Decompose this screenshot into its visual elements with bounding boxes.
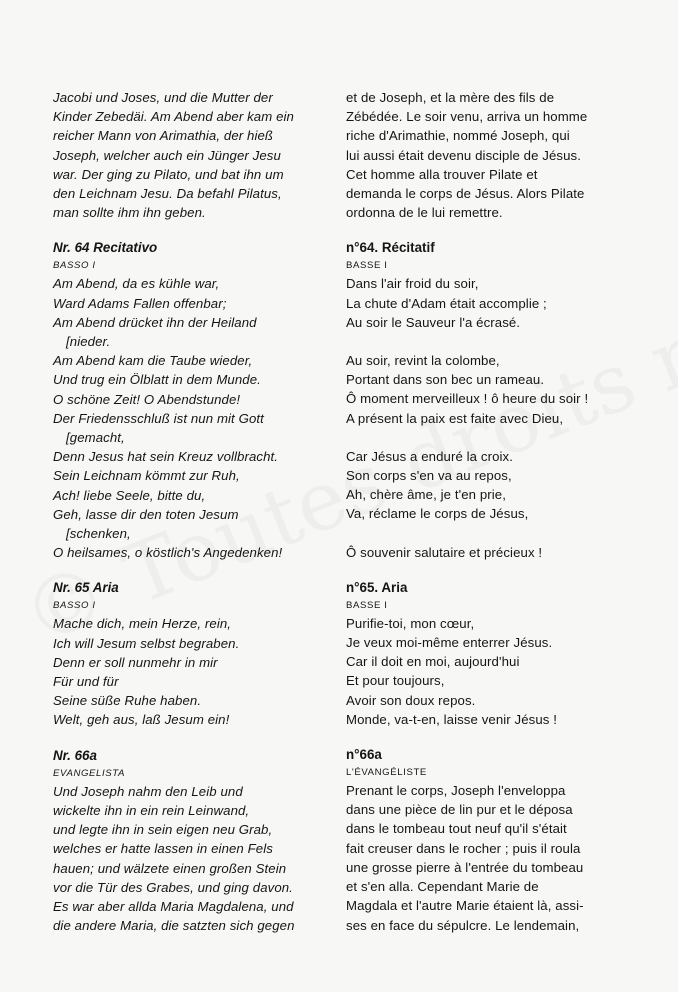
text-line: Mache dich, mein Herze, rein, — [53, 616, 232, 632]
text-line: ses en face du sépulcre. Le lendemain, — [346, 917, 580, 933]
movement-section — [53, 222, 335, 562]
movement-heading: Nr. 64 Recitativo — [53, 240, 158, 256]
text-line: Ach! liebe Seele, bitte du, — [53, 487, 206, 503]
voice-label: BASSE I — [346, 599, 388, 611]
voice-label: BASSO I — [53, 260, 96, 272]
voice-label: BASSE I — [346, 260, 388, 272]
voice-label: L'ÉVANGÉLISTE — [346, 767, 427, 779]
text-line: Prenant le corps, Joseph l'enveloppa — [346, 783, 566, 799]
text-line: Und trug ein Ölblatt in dem Munde. — [53, 372, 261, 388]
text-line: man sollte ihm ihn geben. — [53, 205, 206, 221]
text-line: Jacobi und Joses, und die Mutter der — [53, 90, 273, 105]
text-line: Va, réclame le corps de Jésus, — [346, 506, 529, 522]
text-line: Der Friedensschluß ist nun mit Gott — [53, 410, 264, 426]
text-line: Ward Adams Fallen offenbar; — [53, 295, 227, 311]
stanza-break — [346, 332, 646, 351]
text-line: Kinder Zebedäi. Am Abend aber kam ein — [53, 109, 294, 125]
text-line: wickelte ihn in ein rein Leinwand, — [53, 802, 250, 818]
text-line: La chute d'Adam était accomplie ; — [346, 295, 547, 311]
text-line: dans le tombeau tout neuf qu'il s'était — [346, 821, 567, 837]
text-line: dans une pièce de lin pur et le déposa — [346, 802, 573, 818]
movement-section — [53, 730, 335, 936]
text-line: Welt, geh aus, laß Jesum ein! — [53, 712, 230, 728]
text-line: O schöne Zeit! O Abendstunde! — [53, 391, 241, 407]
text-line: Denn er soll nunmehr in mir — [53, 654, 218, 670]
text-line: Am Abend drücket ihn der Heiland — [53, 314, 257, 330]
text-line: war. Der ging zu Pilato, und bat ihn um — [53, 166, 284, 182]
text-line: Ich will Jesum selbst begraben. — [53, 635, 240, 651]
text-line: Au soir le Sauveur l'a écrasé. — [346, 314, 521, 330]
text-line: Sein Leichnam kömmt zur Ruh, — [53, 468, 240, 484]
movement-heading: Nr. 66a — [53, 747, 97, 763]
text-line: Magdala et l'autre Marie étaient là, assi- — [346, 898, 584, 914]
text-line: Denn Jesus hat sein Kreuz vollbracht. — [53, 449, 279, 465]
text-line: A présent la paix est faite avec Dieu, — [346, 410, 564, 426]
text-line: Son corps s'en va au repos, — [346, 468, 512, 484]
text-line: [gemacht, — [66, 430, 125, 446]
voice-label: EVANGELISTA — [53, 767, 126, 779]
text-line: Portant dans son bec un rameau. — [346, 372, 545, 388]
stanza-break — [346, 428, 646, 447]
text-line: hauen; und wälzete einen großen Stein — [53, 860, 287, 876]
movement-section — [53, 88, 335, 222]
text-line: lui aussi était devenu disciple de Jésus. — [346, 147, 582, 163]
german-column — [53, 88, 335, 935]
movement-section — [346, 222, 646, 561]
movement-heading: n°65. Aria — [346, 579, 408, 595]
text-line: Monde, va-t-en, laisse venir Jésus ! — [346, 711, 558, 727]
text-line: Au soir, revint la colombe, — [346, 353, 500, 369]
text-line: et de Joseph, et la mère des fils de — [346, 90, 555, 105]
section-spacer — [53, 730, 335, 746]
text-line: Je veux moi-même enterrer Jésus. — [346, 635, 553, 651]
text-line: vor die Tür des Grabes, und ging davon. — [53, 879, 293, 895]
text-line: [schenken, — [66, 526, 131, 542]
text-line: Avoir son doux repos. — [346, 692, 476, 708]
text-line: Am Abend, da es kühle war, — [53, 276, 220, 292]
movement-heading: n°64. Récitatif — [346, 240, 435, 256]
text-line: Geh, lasse dir den toten Jesum — [53, 506, 239, 522]
text-line: demanda le corps de Jésus. Alors Pilate — [346, 186, 585, 202]
text-line: Ô souvenir salutaire et précieux ! — [346, 544, 543, 560]
text-line: Joseph, welcher auch ein Jünger Jesu — [53, 147, 281, 163]
text-line: [nieder. — [66, 334, 111, 350]
text-line: Am Abend kam die Taube wieder, — [53, 353, 253, 369]
text-line: den Leichnam Jesu. Da befahl Pilatus, — [53, 186, 282, 202]
movement-heading: Nr. 65 Aria — [53, 580, 119, 596]
section-spacer — [53, 222, 335, 238]
text-line: Ô moment merveilleux ! ô heure du soir ! — [346, 391, 589, 407]
movement-section — [346, 562, 646, 729]
text-line: die andere Maria, die satzten sich gegen — [53, 918, 295, 934]
text-line: Und Joseph nahm den Leib und — [53, 783, 243, 799]
text-line: Et pour toujours, — [346, 673, 445, 689]
section-spacer — [346, 562, 646, 578]
text-line: Ah, chère âme, je t'en prie, — [346, 487, 506, 503]
section-spacer — [53, 562, 335, 578]
text-line: Car il doit en moi, aujourd'hui — [346, 654, 520, 670]
text-line: Zébédée. Le soir venu, arriva un homme — [346, 109, 588, 125]
text-line: Purifie-toi, mon cœur, — [346, 615, 475, 631]
text-line: riche d'Arimathie, nommé Joseph, qui — [346, 128, 570, 144]
text-line: Cet homme alla trouver Pilate et — [346, 166, 538, 182]
movement-section — [53, 562, 335, 729]
french-column — [346, 88, 646, 935]
text-line: Car Jésus a enduré la croix. — [346, 448, 513, 464]
text-line: fait creuser dans le rocher ; puis il roula — [346, 840, 581, 856]
text-line: O heilsames, o köstlich's Angedenken! — [53, 545, 283, 561]
section-spacer — [346, 729, 646, 745]
voice-label: BASSO I — [53, 600, 96, 612]
text-line: Seine süße Ruhe haben. — [53, 693, 202, 709]
text-line: ordonna de le lui remettre. — [346, 205, 503, 221]
section-spacer — [346, 222, 646, 238]
text-line: une grosse pierre à l'entrée du tombeau — [346, 859, 584, 875]
movement-section — [346, 729, 646, 935]
text-line: et s'en alla. Cependant Marie de — [346, 879, 539, 895]
movement-heading: n°66a — [346, 747, 382, 763]
text-line: und legte ihn in sein eigen neu Grab, — [53, 822, 273, 838]
text-line: Es war aber allda Maria Magdalena, und — [53, 898, 294, 914]
movement-section — [346, 88, 646, 222]
text-line: reicher Mann von Arimathia, der hieß — [53, 128, 274, 144]
stanza-break — [346, 524, 646, 543]
text-line: Für und für — [53, 674, 119, 690]
text-line: Dans l'air froid du soir, — [346, 276, 479, 292]
text-line: welches er hatte lassen in einen Fels — [53, 841, 273, 857]
